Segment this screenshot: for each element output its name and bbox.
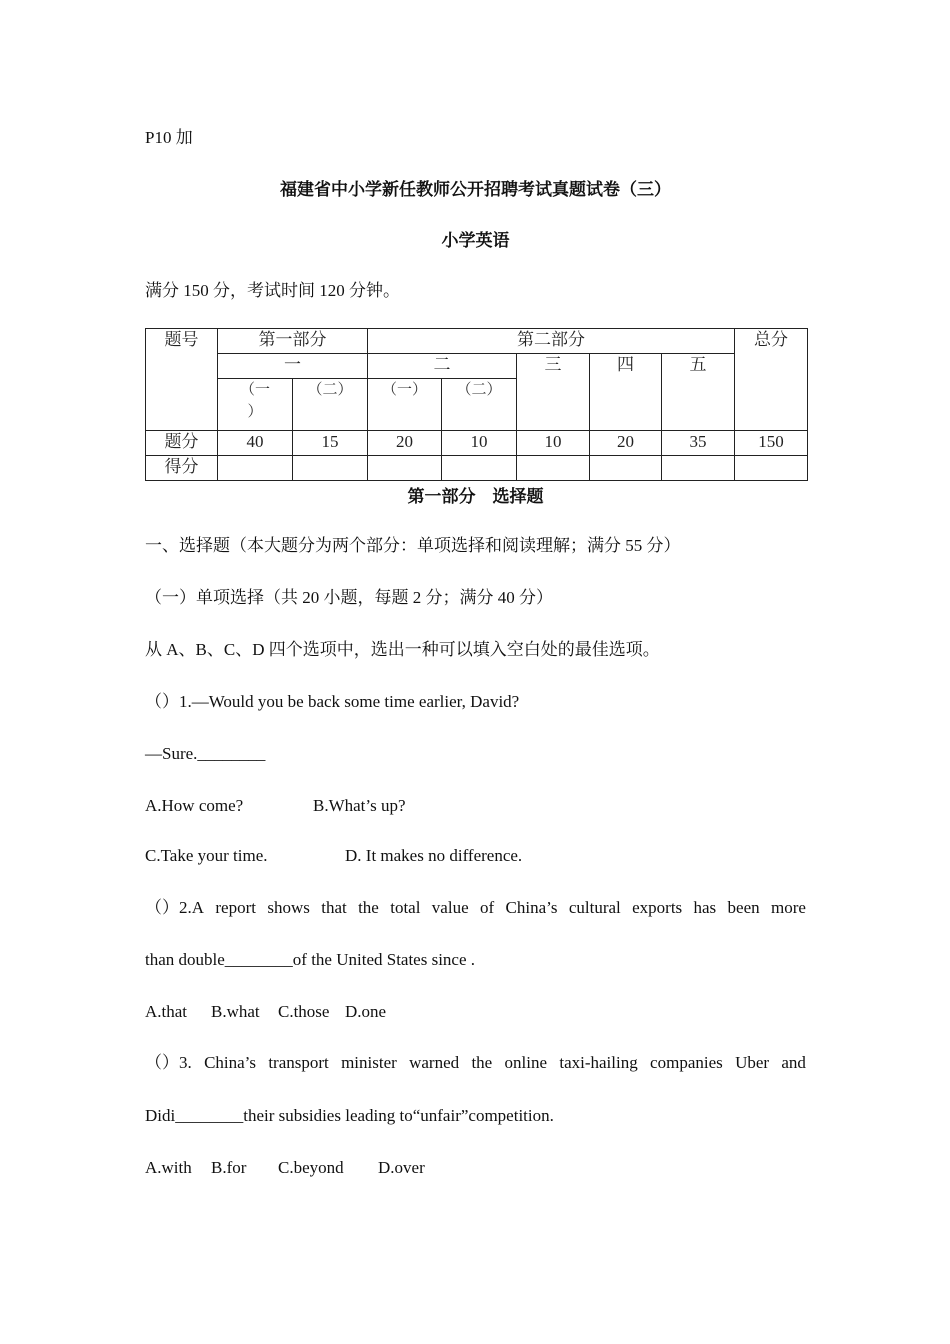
subsection1-heading: （一）单项选择（共 20 小题，每题 2 分；满分 40 分） (145, 588, 553, 607)
option-b[interactable]: B.for (211, 1158, 247, 1177)
question-3-prompt-cont: Didi________their subsidies leading to“unfair”competition. (145, 1106, 554, 1125)
option-d[interactable]: D.over (378, 1158, 425, 1177)
header-sec-4: 四 (590, 354, 662, 431)
header-sec-5: 五 (662, 354, 735, 431)
header-sub-1-1: （一 ） (218, 379, 293, 431)
page-subtitle: 小学英语 (441, 231, 510, 250)
points-cell: 150 (735, 431, 808, 456)
option-d[interactable]: D.one (345, 1002, 387, 1021)
option-a[interactable]: A.with (145, 1158, 192, 1177)
header-part1: 第一部分 (218, 329, 368, 354)
header-total: 总分 (735, 329, 808, 431)
score-cell[interactable] (293, 456, 368, 481)
option-a[interactable]: A.How come? (145, 796, 244, 815)
option-b[interactable]: B.what (211, 1002, 260, 1021)
question-1-options-row1 (145, 795, 406, 817)
header-sub-2-1: （一） (368, 379, 442, 431)
page-title: 福建省中小学新任教师公开招聘考试真题试卷（三） (280, 180, 671, 199)
section1-heading: 一、选择题（本大题分为两个部分：单项选择和阅读理解；满分 55 分） (145, 536, 681, 555)
option-b[interactable]: B.What’s up? (313, 796, 406, 815)
option-c[interactable]: C.beyond (278, 1158, 344, 1177)
option-c[interactable]: C.Take your time. (145, 846, 268, 865)
question-3-options (145, 1157, 425, 1179)
question-1-options-row2 (145, 845, 522, 867)
header-sec-1: 一 (218, 354, 368, 379)
score-cell[interactable] (442, 456, 517, 481)
question-2-prompt-cont: than double________of the United States since . (145, 950, 476, 969)
header-sec-2: 二 (368, 354, 517, 379)
points-cell: 20 (368, 431, 442, 456)
option-d[interactable]: D. It makes no difference. (345, 846, 523, 865)
option-c[interactable]: C.those (278, 1002, 330, 1021)
part1-heading: 第一部分 选择题 (407, 487, 544, 506)
question-2-prompt: （）2.A report shows that the total value of China’s cultural exports has been more (145, 898, 806, 917)
score-cell[interactable] (662, 456, 735, 481)
score-cell[interactable] (590, 456, 662, 481)
row-score-label: 得分 (146, 456, 218, 481)
header-sec-3: 三 (517, 354, 590, 431)
points-cell: 40 (218, 431, 293, 456)
instruction: 从 A、B、C、D 四个选项中，选出一种可以填入空白处的最佳选项。 (145, 640, 660, 659)
exam-info: 满分 150 分，考试时间 120 分钟。 (145, 281, 400, 300)
header-sub-1-2: （二） (293, 379, 368, 431)
points-cell: 35 (662, 431, 735, 456)
score-cell[interactable] (735, 456, 808, 481)
points-cell: 10 (442, 431, 517, 456)
score-cell[interactable] (368, 456, 442, 481)
row-points-label: 题分 (146, 431, 218, 456)
question-2-options (145, 1001, 386, 1023)
header-part2: 第二部分 (368, 329, 735, 354)
question-1-prompt: （）1.—Would you be back some time earlier, David? (145, 692, 520, 711)
header-sub-2-2: （二） (442, 379, 517, 431)
question-3-prompt: （）3. China’s transport minister warned the online taxi-hailing companies Uber and (145, 1053, 806, 1072)
points-cell: 20 (590, 431, 662, 456)
score-table (145, 328, 808, 481)
score-cell[interactable] (517, 456, 590, 481)
points-cell: 10 (517, 431, 590, 456)
header-note: P10 加 (145, 128, 193, 147)
question-1-answer-line: —Sure.________ (145, 744, 266, 763)
score-cell[interactable] (218, 456, 293, 481)
header-tihao: 题号 (146, 329, 218, 431)
option-a[interactable]: A.that (145, 1002, 188, 1021)
points-cell: 15 (293, 431, 368, 456)
